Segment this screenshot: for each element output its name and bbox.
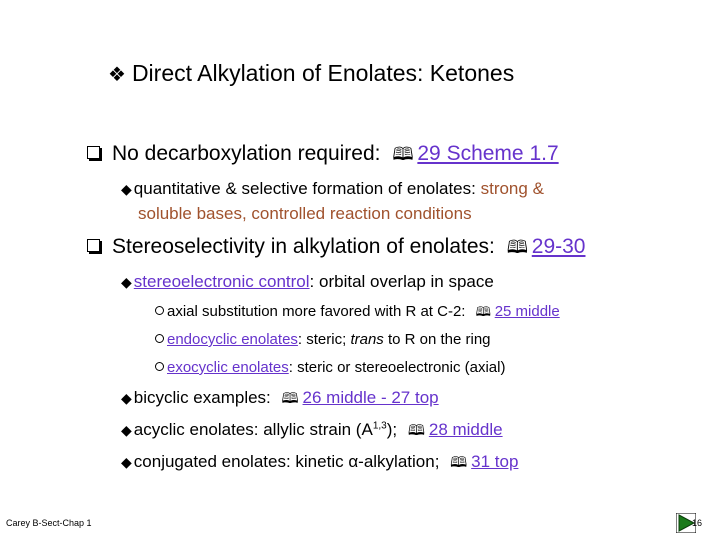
decarboxylation-text: No decarboxylation required: bbox=[112, 142, 387, 165]
exocyclic-link[interactable]: exocyclic enolates bbox=[167, 359, 289, 376]
four-diamond-icon: ❖ bbox=[108, 62, 126, 86]
circle-bullet-icon bbox=[155, 306, 164, 315]
subsub-exocyclic bbox=[155, 359, 505, 376]
subbullet-quantitative-line2: soluble bases, controlled reaction conditions bbox=[138, 204, 472, 223]
subbullet-conjugated bbox=[121, 452, 518, 477]
endocyclic-text: : steric; bbox=[297, 331, 351, 348]
endocyclic-text-2: to R on the ring bbox=[383, 331, 491, 348]
book-icon: 🕮 bbox=[475, 305, 491, 320]
diamond-bullet-icon: ◆ bbox=[121, 455, 132, 471]
bicyclic-text: bicyclic examples: bbox=[133, 388, 276, 407]
axial-text: axial substitution more favored with R at C-2: bbox=[167, 303, 470, 320]
bullet-stereoselectivity bbox=[87, 235, 585, 265]
page-number: 16 bbox=[692, 518, 703, 528]
exocyclic-text: : steric or stereoelectronic (axial) bbox=[288, 359, 506, 376]
slide-title-text: Direct Alkylation of Enolates: Ketones bbox=[131, 60, 515, 86]
ref-28-middle[interactable]: 28 middle bbox=[428, 420, 503, 439]
ref-31-top[interactable]: 31 top bbox=[471, 452, 519, 471]
book-icon: 🕮 bbox=[392, 144, 414, 165]
quantitative-text: quantitative & selective formation of enolates: bbox=[133, 179, 481, 198]
conjugated-text: conjugated enolates: kinetic bbox=[133, 452, 349, 471]
subbullet-acyclic bbox=[121, 420, 503, 445]
slide-title bbox=[108, 60, 514, 87]
book-icon: 🕮 bbox=[281, 391, 299, 407]
bullet-decarboxylation bbox=[87, 142, 559, 172]
stereoelectronic-text: : orbital overlap in space bbox=[309, 272, 494, 291]
circle-bullet-icon bbox=[155, 362, 164, 371]
stereoselectivity-text: Stereoselectivity in alkylation of enolates: bbox=[112, 235, 501, 258]
acyclic-text: acyclic enolates: allylic strain (A bbox=[133, 420, 373, 439]
diamond-bullet-icon: ◆ bbox=[121, 275, 132, 291]
trans-italic: trans bbox=[350, 331, 384, 348]
diamond-bullet-icon: ◆ bbox=[121, 182, 132, 198]
square-bullet-icon bbox=[87, 146, 100, 159]
diamond-bullet-icon: ◆ bbox=[121, 423, 132, 439]
subbullet-bicyclic bbox=[121, 388, 439, 413]
ref-26-27[interactable]: 26 middle - 27 top bbox=[302, 388, 439, 407]
acyclic-superscript: 1,3 bbox=[372, 420, 387, 432]
ref-29-scheme[interactable]: 29 Scheme 1.7 bbox=[417, 142, 559, 165]
diamond-bullet-icon: ◆ bbox=[121, 391, 132, 407]
circle-bullet-icon bbox=[155, 334, 164, 343]
ref-29-30[interactable]: 29-30 bbox=[531, 235, 586, 258]
book-icon: 🕮 bbox=[407, 423, 425, 439]
conjugated-rest: -alkylation; bbox=[358, 452, 445, 471]
acyclic-close: ); bbox=[386, 420, 402, 439]
ref-25-middle[interactable]: 25 middle bbox=[494, 303, 560, 320]
subsub-axial bbox=[155, 303, 560, 325]
book-icon: 🕮 bbox=[506, 237, 528, 258]
footer-source: Carey B-Sect-Chap 1 bbox=[6, 518, 92, 528]
subbullet-stereoelectronic bbox=[121, 272, 494, 292]
strong-bases-text: strong & bbox=[480, 179, 544, 198]
square-bullet-icon bbox=[87, 239, 100, 252]
alpha-symbol: α bbox=[348, 452, 359, 471]
subsub-endocyclic bbox=[155, 331, 491, 348]
endocyclic-link[interactable]: endocyclic enolates bbox=[167, 331, 298, 348]
book-icon: 🕮 bbox=[450, 455, 468, 471]
subbullet-quantitative bbox=[121, 179, 544, 199]
stereoelectronic-link[interactable]: stereoelectronic control bbox=[133, 272, 310, 291]
